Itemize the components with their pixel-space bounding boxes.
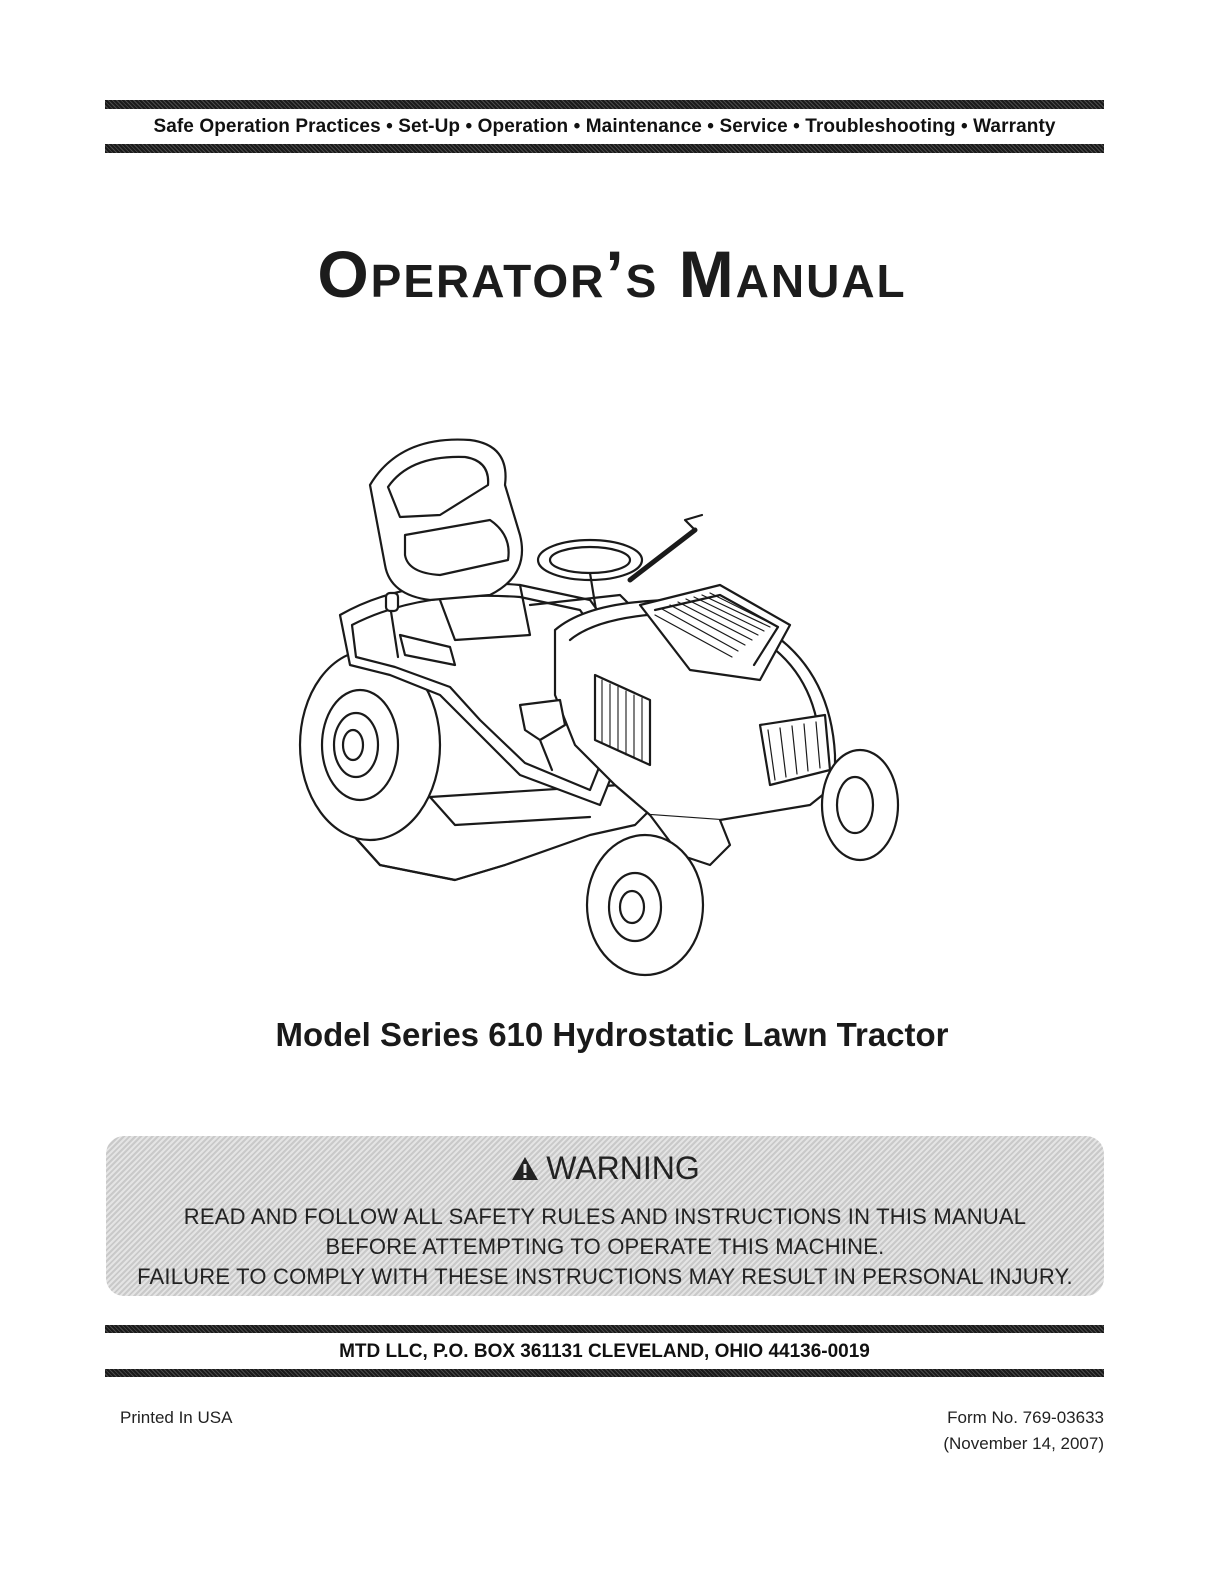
form-date: (November 14, 2007) [943,1434,1104,1453]
printed-in: Printed In USA [120,1408,233,1427]
top-rule-lower [105,144,1104,153]
form-number: Form No. 769-03633 [947,1408,1104,1427]
top-rule-upper [105,100,1104,109]
lawn-tractor-illustration [290,425,950,985]
address-rule-upper [105,1325,1104,1333]
warning-triangle-icon [510,1155,540,1182]
address-rule-lower [105,1369,1104,1377]
warning-line-2: BEFORE ATTEMPTING TO OPERATE THIS MACHINE. [325,1234,885,1259]
company-address: MTD LLC, P.O. BOX 361131 CLEVELAND, OHIO 44136-0019 [339,1341,870,1362]
warning-line-3: FAILURE TO COMPLY WITH THESE INSTRUCTIONS MAY RESULT IN PERSONAL INJURY. [137,1264,1073,1289]
warning-heading-text: WARNING [546,1150,700,1186]
topics-line: Safe Operation Practices • Set-Up • Operation • Maintenance • Service • Troubleshooting • Warranty [153,116,1056,137]
model-series: Model Series 610 Hydrostatic Lawn Tractor [275,1016,949,1053]
warning-box [106,1136,1104,1296]
warning-heading [106,1150,1104,1187]
manual-title: Operator’s Manual [317,237,907,311]
warning-line-1: READ AND FOLLOW ALL SAFETY RULES AND INSTRUCTIONS IN THIS MANUAL [183,1204,1027,1229]
